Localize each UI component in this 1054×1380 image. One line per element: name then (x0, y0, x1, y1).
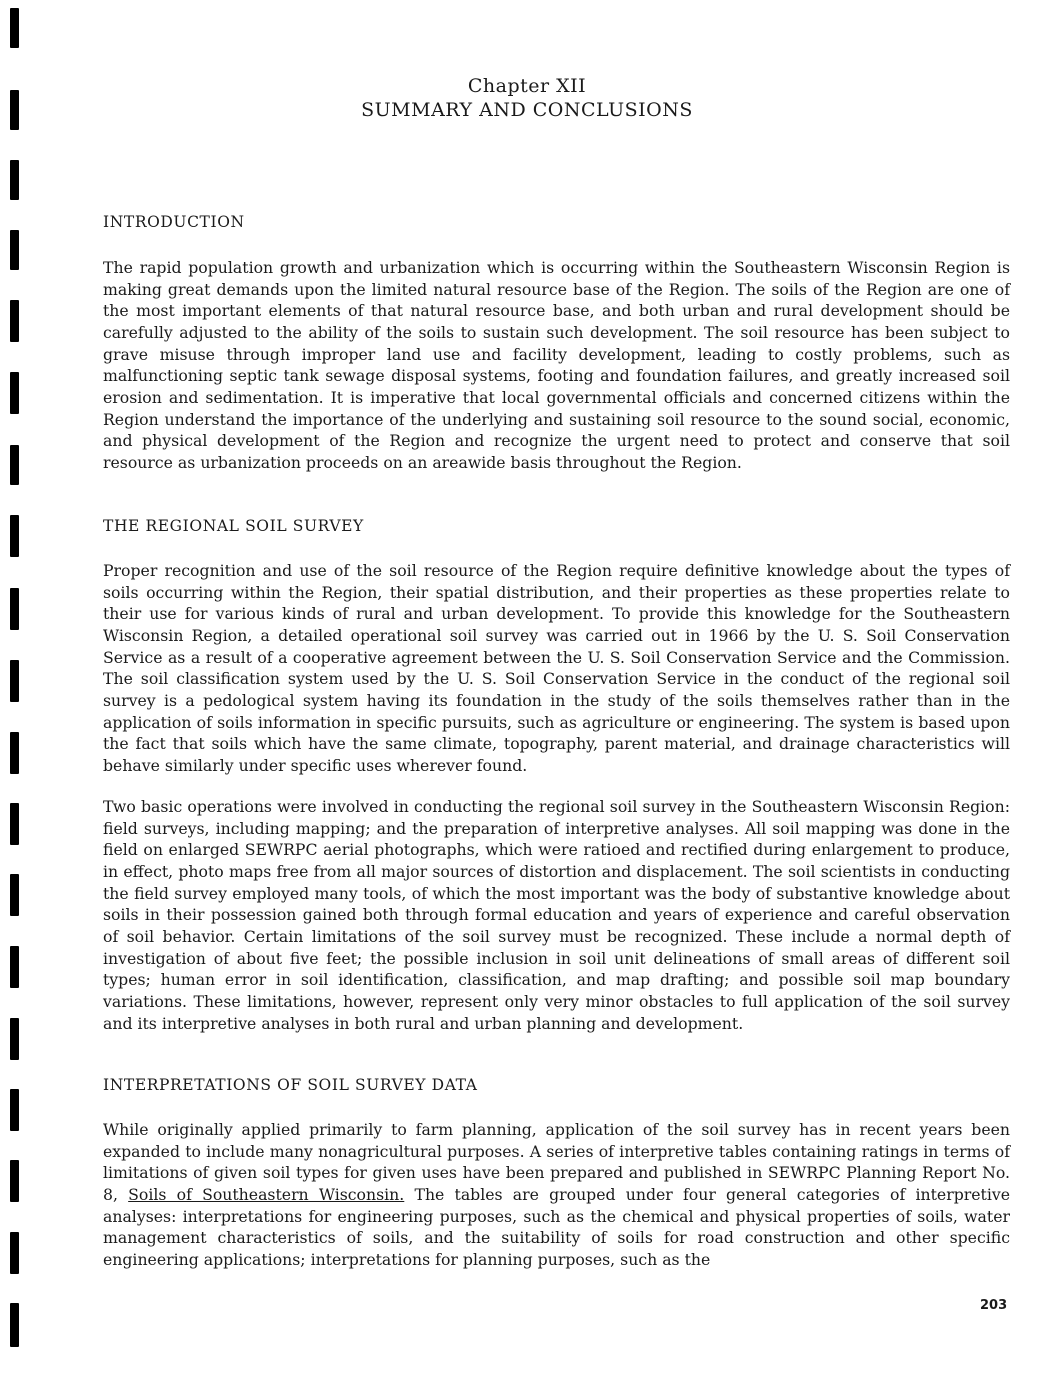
regional-soil-survey-paragraph-2: Two basic operations were involved in conducting the regional soil survey in the Southeastern Wisconsin Region: field surveys, including mapping; and the preparation of interpretive analyses. All soil mapping was done in the field on enlarged SEWRPC aerial photographs, which were ratioed and rectified during enlargement to produce, in effect, photo maps free from all major sources of distortion and displacement. The soil scientists in conducting the field survey employed many tools, of which the most important was the body of substantive knowledge about soils in their possession gained both through formal education and years of experience and careful observation of soil behavior. Certain limitations of the soil survey must be recognized. These include a normal depth of investigation of about five feet; the possible inclusion in soil unit delineations of small areas of different soil types; human error in soil identification, classification, and map drafting; and possible soil map boundary variations. These limitations, however, represent only very minor obstacles to full application of the soil survey and its interpretive analyses in both rural and urban planning and development. (103, 797, 1010, 1033)
binding-hole (10, 515, 19, 557)
report-title: Soils of Southeastern Wisconsin. (128, 1184, 405, 1204)
binding-hole (10, 874, 19, 916)
binding-hole (10, 1232, 19, 1274)
binding-hole (10, 1303, 19, 1347)
binding-holes (10, 0, 22, 1380)
binding-hole (10, 946, 19, 988)
section-heading-introduction: INTRODUCTION (103, 213, 245, 231)
binding-hole (10, 1018, 19, 1060)
regional-soil-survey-paragraph-1: Proper recognition and use of the soil resource of the Region require definitive knowledge about the types of soils occurring within the Region, their spatial distribution, and their properties as these properties relate to their use for various kinds of rural and urban development. To provide this knowledge for the Southeastern Wisconsin Region, a detailed operational soil survey was carried out in 1966 by the U. S. Soil Conservation Service as a result of a cooperative agreement between the U. S. Soil Conservation Service and the Commission. The soil classification system used by the U. S. Soil Conservation Service in the conduct of the regional soil survey is a pedological system having its foundation in the study of the soils themselves rather than in the application of soils information in specific pursuits, such as agriculture or engineering. The system is based upon the fact that soils which have the same climate, topography, parent material, and drainage characteristics will behave similarly under specific uses wherever found. (103, 561, 1010, 775)
section-heading-interpretations: INTERPRETATIONS OF SOIL SURVEY DATA (103, 1076, 478, 1094)
binding-hole (10, 1160, 19, 1202)
interpretations-text-after: The tables are grouped under four general categories of interpretive analyses: interpretations for engineering purposes, such as the chemical and physical properties of soils, water management characteristics of soils, and the suitability of soils for road construction and other specific engineering applications; interpretations for planning purposes, such as the (103, 1184, 1010, 1269)
binding-hole (10, 8, 19, 48)
binding-hole (10, 803, 19, 845)
chapter-title: SUMMARY AND CONCLUSIONS (361, 99, 693, 121)
binding-hole (10, 660, 19, 702)
binding-hole (10, 230, 19, 270)
binding-hole (10, 372, 19, 414)
chapter-number: Chapter XII (467, 75, 587, 97)
interpretations-paragraph (103, 1119, 1010, 1271)
binding-hole (10, 160, 19, 200)
binding-hole (10, 1089, 19, 1131)
interpretations-text-before: While originally applied primarily to farm planning, application of the soil survey has in recent years been expanded to include many nonagricultural purposes. A series of interpretive tables containing ratings in terms of limitations of given soil types for given uses have been prepared and published in SEWRPC Planning Report No. 8, (103, 1120, 1010, 1204)
page-number: 203 (980, 1298, 1008, 1313)
binding-hole (10, 588, 19, 630)
introduction-paragraph: The rapid population growth and urbanization which is occurring within the Southeastern Wisconsin Region is making great demands upon the limited natural resource base of the Region. The soils of the Region are one of the most important elements of that natural resource base, and both urban and rural development should be carefully adjusted to the ability of the soils to sustain such development. The soil resource has been subject to grave misuse through improper land use and facility development, leading to costly problems, such as malfunctioning septic tank sewage disposal systems, footing and foundation failures, and greatly increased soil erosion and sedimentation. It is imperative that local governmental officials and concerned citizens within the Region understand the importance of the underlying and sustaining soil resource to the sound social, economic, and physical development of the Region and recognize the urgent need to protect and conserve that soil resource as urbanization proceeds on an areawide basis throughout the Region. (103, 258, 1010, 472)
binding-hole (10, 300, 19, 342)
section-heading-regional-soil-survey: THE REGIONAL SOIL SURVEY (103, 517, 364, 535)
binding-hole (10, 732, 19, 774)
binding-hole (10, 445, 19, 485)
chapter-header (0, 74, 1054, 122)
